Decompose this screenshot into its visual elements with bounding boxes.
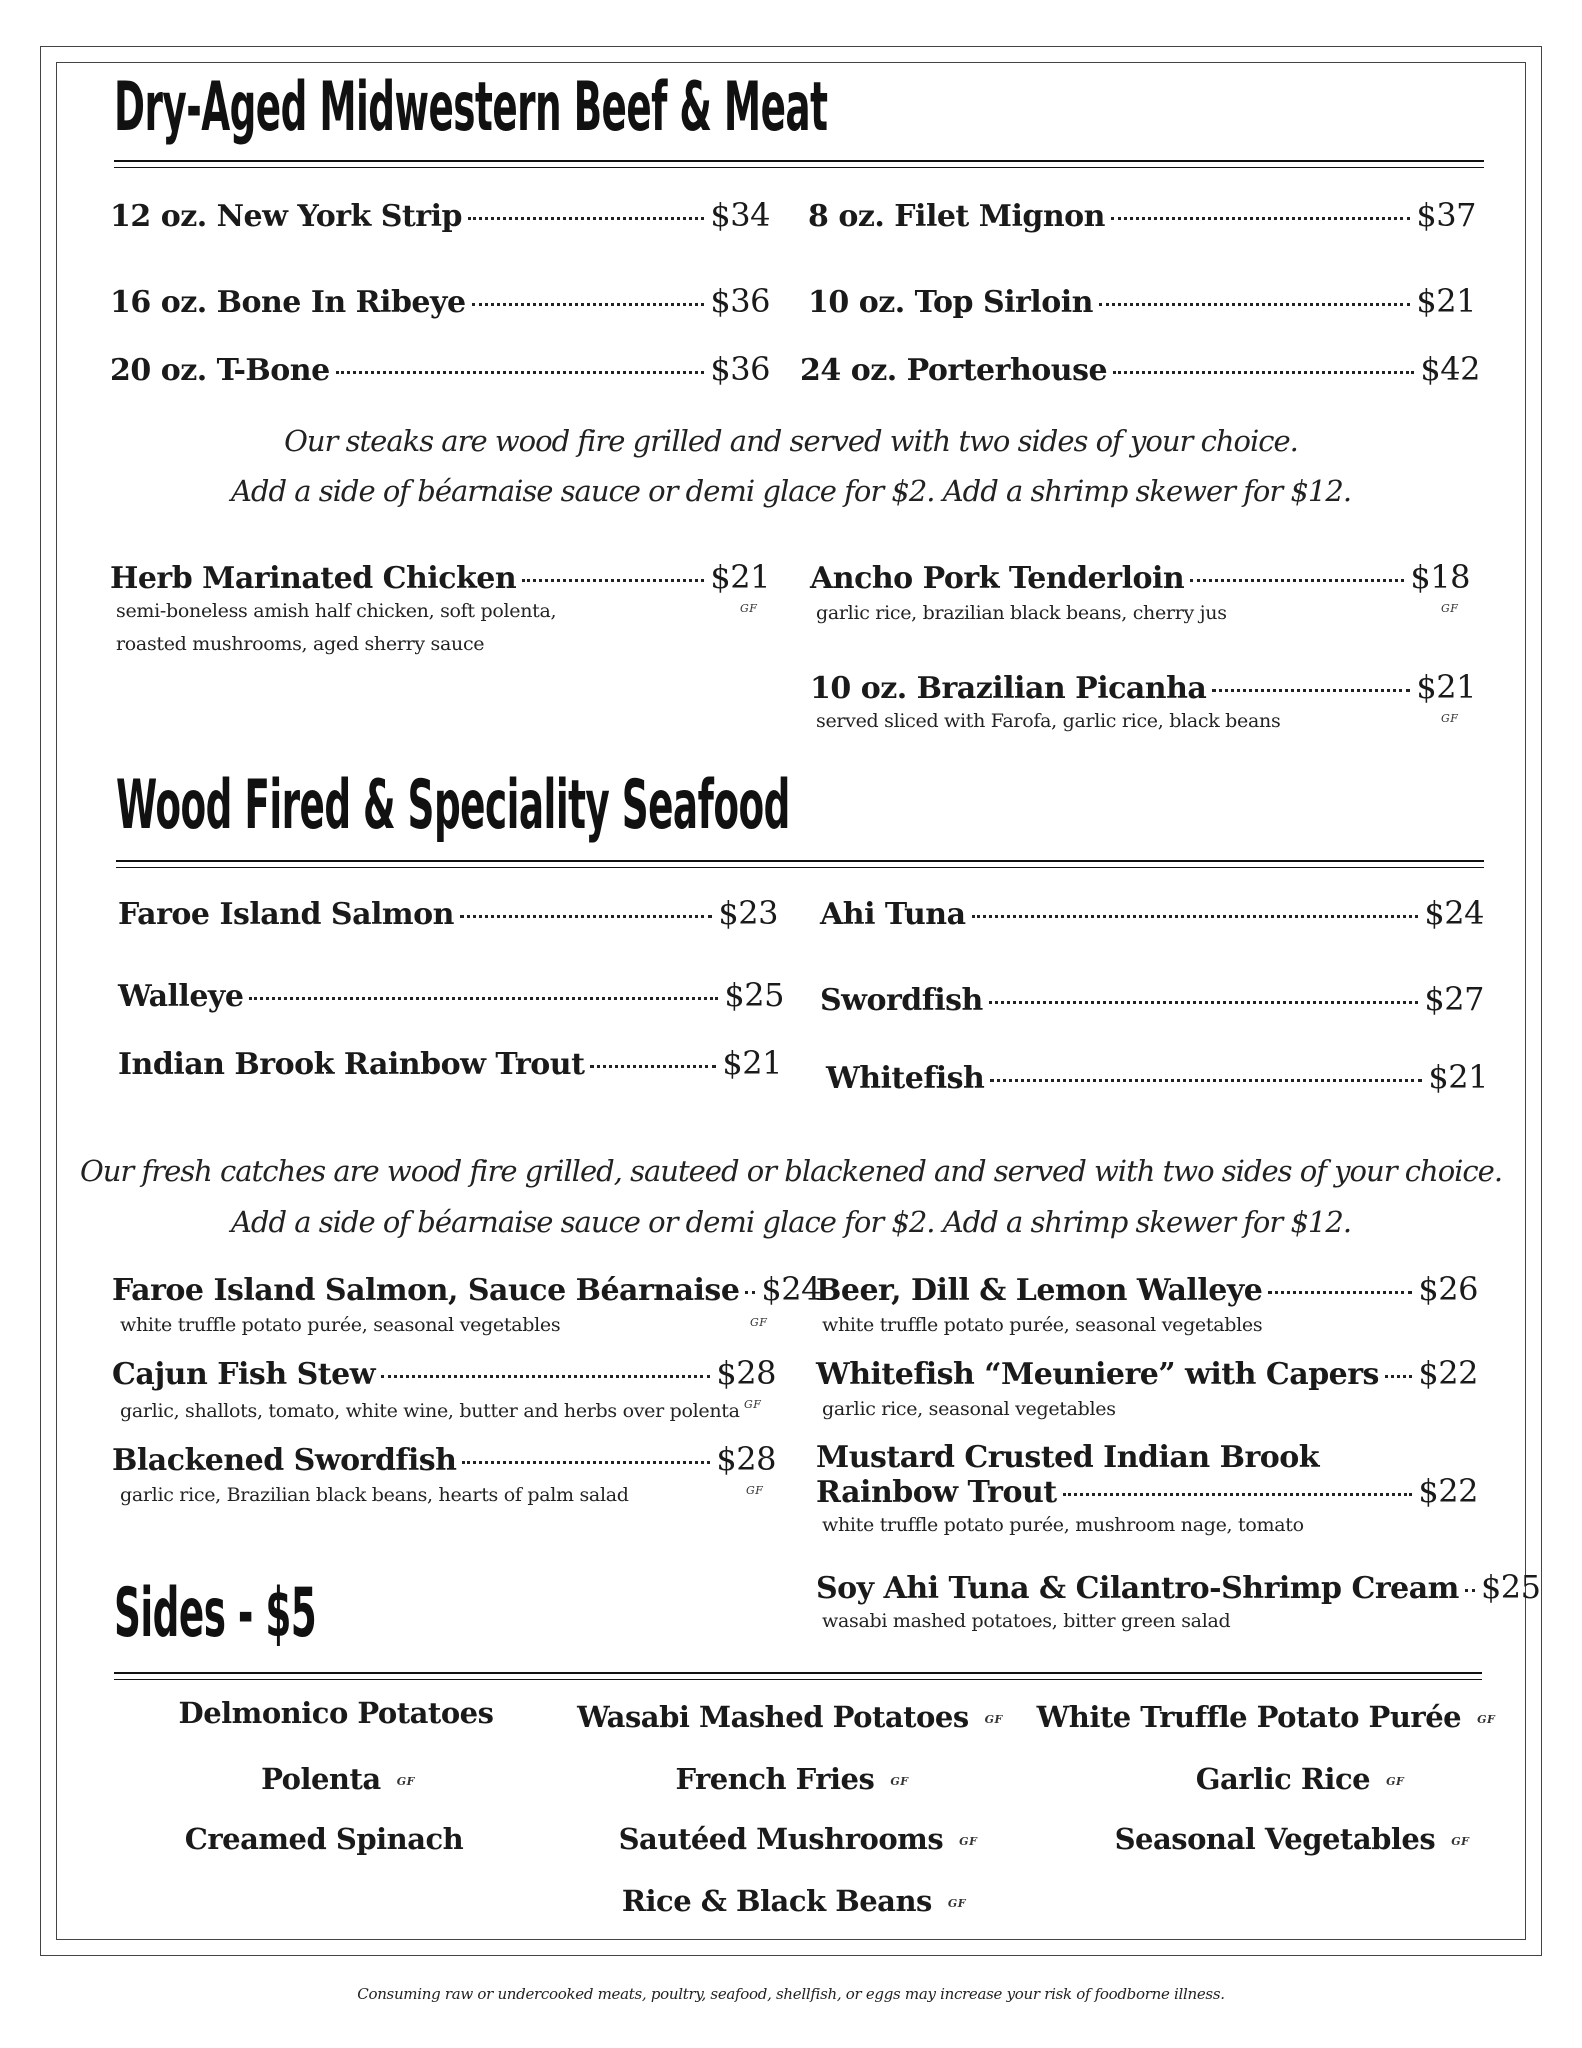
gluten-free-tag: GF — [1441, 602, 1459, 615]
item-description: garlic rice, seasonal vegetables — [822, 1398, 1116, 1420]
item-description: semi-boneless amish half chicken, soft polenta, — [116, 600, 557, 622]
side-item: French Fries GF — [675, 1762, 909, 1796]
menu-item: Swordfish $27 — [820, 980, 1484, 1018]
menu-item: Rainbow Trout $22 — [816, 1472, 1478, 1510]
gluten-free-tag: GF — [1451, 1834, 1470, 1848]
seafood-title-rule — [116, 860, 1484, 862]
menu-item: 12 oz. New York Strip $34 — [110, 196, 770, 234]
menu-item: Whitefish $21 — [826, 1058, 1488, 1096]
side-item: White Truffle Potato Purée GF — [1036, 1700, 1496, 1734]
menu-item: Faroe Island Salmon $23 — [118, 894, 778, 932]
sides-title-rule — [114, 1672, 1482, 1674]
gluten-free-tag: GF — [1477, 1712, 1496, 1726]
menu-item: Whitefish “Meuniere” with Capers $22 — [816, 1354, 1478, 1392]
item-description: garlic rice, brazilian black beans, cherry jus — [816, 602, 1227, 624]
menu-item: 10 oz. Brazilian Picanha $21 — [810, 668, 1476, 706]
gluten-free-tag: GF — [396, 1774, 415, 1788]
steak-note-line2: Add a side of béarnaise sauce or demi glace for $2. Add a shrimp skewer for $12. — [230, 474, 1352, 508]
side-item: Creamed Spinach — [184, 1822, 464, 1856]
menu-item: Beer, Dill & Lemon Walleye $26 — [816, 1270, 1478, 1308]
side-item: Wasabi Mashed Potatoes GF — [577, 1700, 1003, 1734]
menu-item: Faroe Island Salmon, Sauce Béarnaise $24 — [112, 1270, 821, 1308]
item-description: garlic, shallots, tomato, white wine, butter and herbs over polenta — [120, 1400, 740, 1422]
meat-title-rule-thin — [114, 167, 1484, 168]
gluten-free-tag: GF — [1386, 1774, 1405, 1788]
side-item: Seasonal Vegetables GF — [1114, 1822, 1470, 1856]
gluten-free-tag: GF — [746, 1484, 764, 1497]
menu-item: Walleye $25 — [118, 976, 784, 1014]
fish-note-line1: Our fresh catches are wood fire grilled, sauteed or blackened and served with two sides of your choice. — [79, 1154, 1503, 1188]
menu-item-name-line1: Mustard Crusted Indian Brook — [816, 1440, 1320, 1475]
menu-item: Cajun Fish Stew $28 — [112, 1354, 776, 1392]
side-item: Garlic Rice GF — [1195, 1762, 1405, 1796]
gluten-free-tag: GF — [740, 602, 758, 615]
gluten-free-tag: GF — [947, 1896, 967, 1910]
menu-item: 10 oz. Top Sirloin $21 — [808, 282, 1476, 320]
sides-section-title: Sides - $5 — [114, 1574, 317, 1653]
menu-item: 8 oz. Filet Mignon $37 — [808, 196, 1476, 234]
side-item: Sautéed Mushrooms GF — [618, 1822, 978, 1856]
seafood-title-rule-thin — [116, 867, 1484, 868]
item-description: white truffle potato purée, seasonal vegetables — [120, 1314, 561, 1336]
menu-item: Indian Brook Rainbow Trout $21 — [118, 1044, 782, 1082]
sides-title-rule-thin — [114, 1679, 1482, 1680]
side-item: Delmonico Potatoes — [178, 1696, 494, 1730]
gluten-free-tag: GF — [984, 1712, 1003, 1726]
menu-item: Soy Ahi Tuna & Cilantro-Shrimp Cream $25 — [816, 1568, 1541, 1606]
item-description: white truffle potato purée, seasonal vegetables — [822, 1314, 1263, 1336]
menu-item: Blackened Swordfish $28 — [112, 1440, 776, 1478]
menu-item: Ahi Tuna $24 — [820, 894, 1484, 932]
gluten-free-tag: GF — [1441, 712, 1459, 725]
menu-item: 16 oz. Bone In Ribeye $36 — [110, 282, 770, 320]
item-description: wasabi mashed potatoes, bitter green salad — [822, 1610, 1231, 1632]
gluten-free-tag: GF — [744, 1398, 762, 1411]
meat-title-rule — [114, 160, 1484, 162]
food-safety-disclaimer: Consuming raw or undercooked meats, poultry, seafood, shellfish, or eggs may increase your risk of foodborne illness. — [357, 1985, 1225, 2003]
menu-item: 24 oz. Porterhouse $42 — [800, 350, 1480, 388]
menu-item: Ancho Pork Tenderloin $18 — [810, 558, 1470, 596]
item-description: white truffle potato purée, mushroom nage, tomato — [822, 1514, 1304, 1536]
side-item: Polenta GF — [261, 1762, 415, 1796]
fish-note-line2: Add a side of béarnaise sauce or demi glace for $2. Add a shrimp skewer for $12. — [230, 1205, 1352, 1239]
item-description: served sliced with Farofa, garlic rice, black beans — [816, 710, 1281, 732]
gluten-free-tag: GF — [890, 1774, 909, 1788]
menu-item: Herb Marinated Chicken $21 — [110, 558, 770, 596]
steak-note-line1: Our steaks are wood fire grilled and served with two sides of your choice. — [284, 424, 1298, 458]
item-description: roasted mushrooms, aged sherry sauce — [116, 633, 485, 655]
item-description: garlic rice, Brazilian black beans, hearts of palm salad — [120, 1484, 629, 1506]
menu-item: 20 oz. T-Bone $36 — [110, 350, 770, 388]
gluten-free-tag: GF — [959, 1834, 978, 1848]
side-item: Rice & Black Beans GF — [621, 1884, 967, 1918]
meat-section-title: Dry-Aged Midwestern Beef & Meat — [114, 68, 828, 147]
gluten-free-tag: GF — [750, 1316, 768, 1329]
seafood-section-title: Wood Fired & Speciality Seafood — [116, 766, 790, 845]
